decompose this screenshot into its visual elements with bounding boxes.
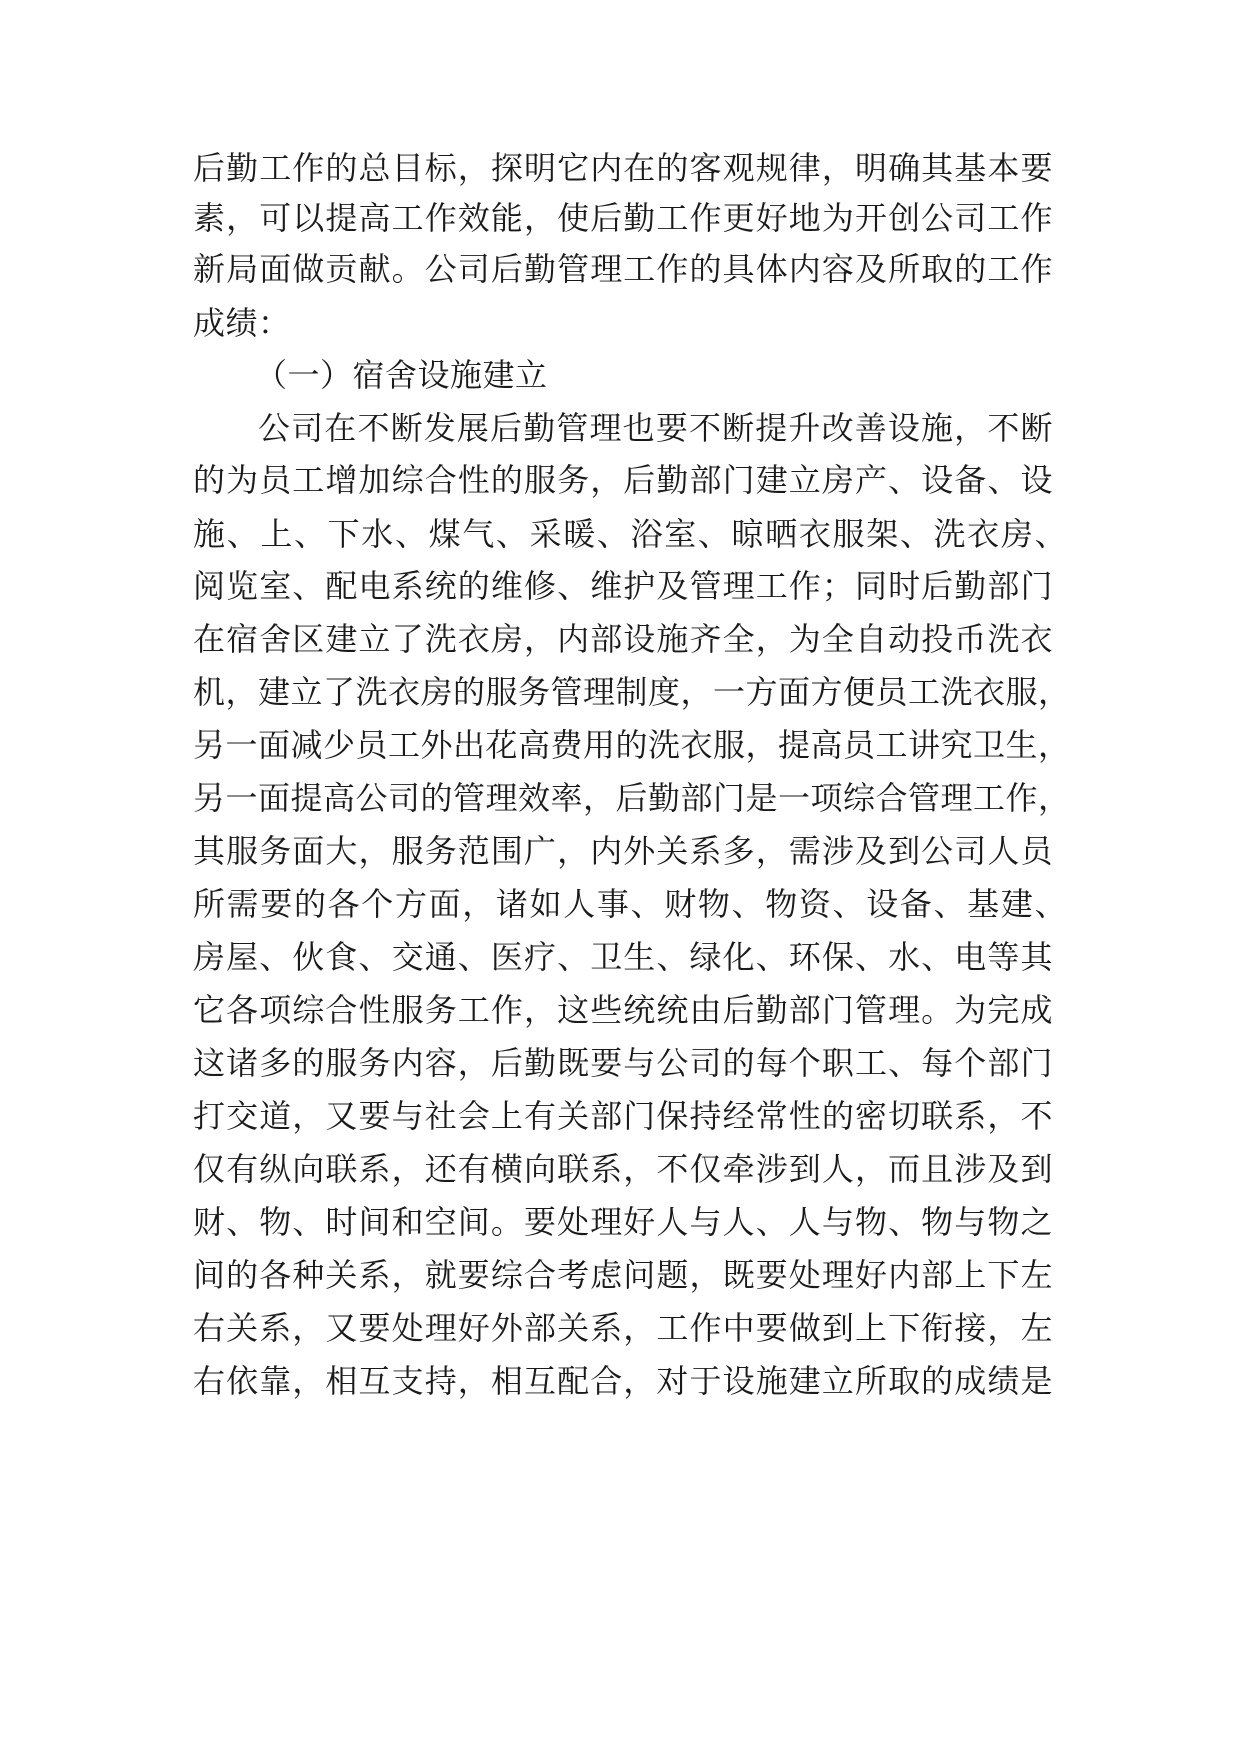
paragraph-line: 右关系，又要处理好外部关系，工作中要做到上下衔接，左 bbox=[193, 1309, 1053, 1347]
paragraph-line: 财、物、时间和空间。要处理好人与人、人与物、物与物之 bbox=[193, 1203, 1053, 1241]
paragraph-line: 公司在不断发展后勤管理也要不断提升改善设施，不断 bbox=[258, 409, 1053, 447]
paragraph-line: 房屋、伙食、交通、医疗、卫生、绿化、环保、水、电等其 bbox=[193, 938, 1053, 976]
paragraph-line: 右依靠，相互支持，相互配合，对于设施建立所取的成绩是 bbox=[193, 1362, 1053, 1400]
paragraph-line: 另一面提高公司的管理效率，后勤部门是一项综合管理工作， bbox=[193, 779, 1071, 817]
paragraph-line: 其服务面大，服务范围广，内外关系多，需涉及到公司人员 bbox=[193, 832, 1053, 870]
paragraph-line: 仅有纵向联系，还有横向联系，不仅牵涉到人，而且涉及到 bbox=[193, 1150, 1053, 1188]
paragraph-line: 成绩： bbox=[193, 304, 291, 342]
paragraph-line: 这诸多的服务内容，后勤既要与公司的每个职工、每个部门 bbox=[193, 1044, 1053, 1082]
paragraph-line: 打交道，又要与社会上有关部门保持经常性的密切联系，不 bbox=[193, 1097, 1053, 1135]
paragraph-line: 所需要的各个方面，诸如人事、财物、物资、设备、基建、 bbox=[193, 885, 1067, 923]
paragraph-line: 间的各种关系，就要综合考虑问题，既要处理好内部上下左 bbox=[193, 1256, 1053, 1294]
paragraph-line: 它各项综合性服务工作，这些统统由后勤部门管理。为完成 bbox=[193, 991, 1053, 1029]
paragraph-line: 阅览室、配电系统的维修、维护及管理工作；同时后勤部门 bbox=[193, 567, 1053, 605]
paragraph-line: 在宿舍区建立了洗衣房，内部设施齐全，为全自动投币洗衣 bbox=[193, 620, 1053, 658]
paragraph-line: 施、上、下水、煤气、采暖、浴室、晾晒衣服架、洗衣房、 bbox=[193, 515, 1067, 553]
paragraph-line: 机，建立了洗衣房的服务管理制度，一方面方便员工洗衣服， bbox=[193, 673, 1071, 711]
paragraph-line: 新局面做贡献。公司后勤管理工作的具体内容及所取的工作 bbox=[193, 250, 1053, 288]
paragraph-line: 的为员工增加综合性的服务，后勤部门建立房产、设备、设 bbox=[193, 461, 1053, 499]
paragraph-line: 后勤工作的总目标，探明它内在的客观规律，明确其基本要 bbox=[193, 149, 1053, 187]
paragraph-line: 素，可以提高工作效能，使后勤工作更好地为开创公司工作 bbox=[193, 199, 1053, 237]
paragraph-line: 另一面减少员工外出花高费用的洗衣服，提高员工讲究卫生， bbox=[193, 726, 1071, 764]
section-heading: （一）宿舍设施建立 bbox=[255, 356, 548, 394]
